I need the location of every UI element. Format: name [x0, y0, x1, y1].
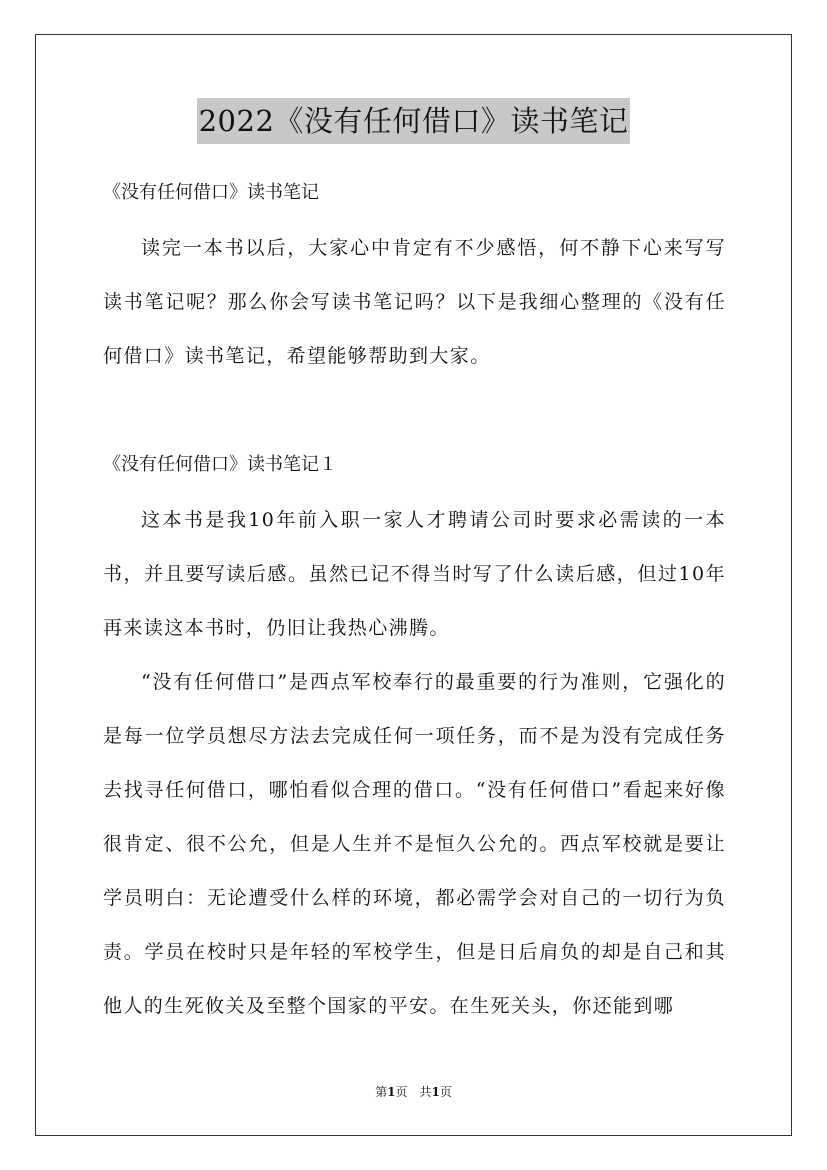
footer-page-suffix: 页 [439, 1085, 452, 1099]
footer-page-total: 1 [431, 1085, 440, 1099]
footer-page-current: 1 [387, 1085, 396, 1099]
page-footer [0, 1083, 827, 1101]
section-paragraph-2: “没有任何借口”是西点军校奉行的最重要的行为准则，它强化的是每一位学员想尽方法去完成任何一项任务，而不是为没有完成任务去找寻任何借口，哪怕看似合理的借口。“没有任何借口”看起来好像很肯定、很不公允，但是人生并不是恒久公允的。西点军校就是要让学员明白：无论遭受什么样的环境，都必需学会对自己的一切行为负责。学员在校时只是年轻的军校学生，但是日后肩负的却是自己和其他人的生死攸关及至整个国家的平安。在生死关头，你还能到哪 [103, 671, 726, 1017]
footer-page-mid: 页 共 [395, 1085, 432, 1099]
footer-page-prefix: 第 [375, 1085, 388, 1099]
document-title [0, 98, 827, 144]
document-title-text: 2022《没有任何借口》读书笔记 [197, 98, 631, 144]
section-heading: 《没有任何借口》读书笔记１ [103, 454, 337, 475]
intro-paragraph: 读完一本书以后，大家心中肯定有不少感悟，何不静下心来写写读书笔记呢？那么你会写读书笔记吗？以下是我细心整理的《没有任何借口》读书笔记，希望能够帮助到大家。 [103, 237, 726, 367]
section-paragraph-1: 这本书是我10年前入职一家人才聘请公司时要求必需读的一本书，并且要写读后感。虽然已记不得当时写了什么读后感，但过10年再来读这本书时，仍旧让我热心沸腾。 [103, 509, 726, 639]
intro-heading: 《没有任何借口》读书笔记 [103, 182, 319, 203]
